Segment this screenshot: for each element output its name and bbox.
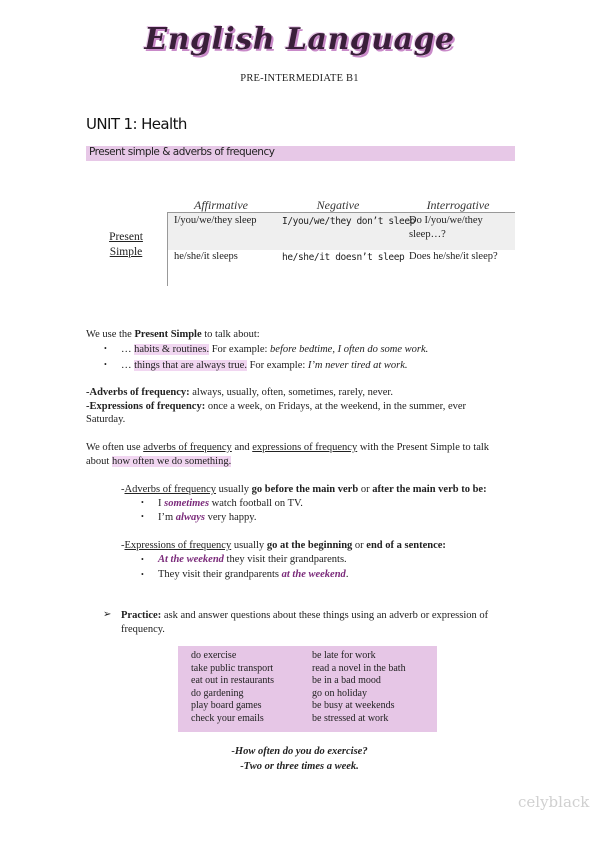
row-label-present-simple (100, 230, 152, 260)
rule-1-example-2 (158, 511, 256, 525)
rule-2-example-1 (158, 553, 347, 567)
r1e1b: sometimes (164, 498, 210, 509)
cell-aff-1: I/you/we/they sleep (174, 215, 257, 226)
rule-2-b1: go at the beginning (266, 540, 353, 551)
r1e2b: always (175, 512, 205, 523)
list-item: do exercise (191, 650, 237, 661)
header-negative: Negative (316, 198, 360, 212)
practice-text: ask and answer questions about these things using an adverb or expression of (161, 610, 489, 621)
arrow-bullet-icon: ➢ (103, 609, 112, 620)
r2e2a: They visit their grandparents (158, 569, 282, 580)
cell-neg-1: I/you/we/they don’t sleep (282, 216, 415, 227)
list-item: read a novel in the bath (312, 662, 406, 674)
rule-2-example-2 (158, 568, 348, 582)
rule-1 (121, 483, 487, 497)
document-title: English Language (144, 22, 455, 57)
rule-1-term: Adverbs of frequency (124, 484, 217, 495)
cell-aff-2: he/she/it sleeps (174, 251, 238, 262)
rule-1-b2: after the main verb to be: (372, 484, 487, 495)
list-item: take public transport (191, 662, 274, 674)
section-bar (86, 146, 515, 161)
r2e2c: . (345, 569, 349, 580)
uses-item-1-mid: For example: (209, 344, 271, 355)
list-item: be stressed at work (312, 712, 389, 724)
list-item: check your emails (191, 712, 264, 724)
rule-2-b2: end of a sentence: (366, 540, 446, 551)
r2e2b: at the weekend (281, 569, 346, 580)
uses-item-1-highlight: habits & routines. (134, 344, 210, 355)
list-item: eat out in restaurants (191, 675, 275, 687)
often-c: and (231, 442, 253, 453)
cell-int-2: Does he/she/it sleep? (409, 251, 498, 262)
uses-intro-c: to talk about: (201, 329, 260, 340)
r2e1a: At the weekend (158, 554, 224, 565)
expressions-line (86, 400, 466, 414)
bullet: • (141, 498, 144, 507)
often-para-line-2 (86, 455, 231, 469)
often-f: about (86, 456, 112, 467)
rule-2-term: Expressions of frequency (124, 540, 232, 551)
uses-item-2 (121, 359, 408, 373)
watermark: celyblack (518, 793, 590, 811)
practice-line-2: frequency. (121, 624, 165, 635)
list-item: be in a bad mood (312, 675, 381, 687)
r2e1b: they visit their grandparents. (223, 554, 347, 565)
rule-2-or: or (352, 540, 367, 551)
example-question: -How often do you do exercise? (231, 746, 368, 757)
practice-right-list (312, 650, 406, 726)
practice-line-1 (121, 609, 488, 623)
uses-item-1 (121, 343, 428, 357)
bullet: • (104, 360, 107, 369)
bullet: • (141, 570, 144, 579)
adverbs-text: always, usually, often, sometimes, rarely, never. (189, 387, 393, 398)
rule-2-dash: - (121, 540, 125, 551)
row-label-line-1: Present (109, 231, 143, 243)
bullet: • (141, 512, 144, 521)
rule-1-b1: go before the main verb (251, 484, 359, 495)
r1e1a: I (158, 498, 165, 509)
rule-2-t: usually (231, 540, 267, 551)
r1e2c: very happy. (204, 512, 257, 523)
level-subtitle: PRE-INTERMEDIATE B1 (240, 73, 359, 84)
r1e1c: watch football on TV. (209, 498, 303, 509)
list-item: do gardening (191, 687, 244, 699)
list-item: play board games (191, 700, 262, 712)
rule-1-dash: - (121, 484, 125, 495)
practice-label: Practice: (121, 610, 162, 621)
practice-left-list (191, 650, 274, 726)
uses-item-2-mid: For example: (246, 360, 308, 371)
often-para-line-1 (86, 441, 489, 455)
uses-item-2-example: I’m never tired at work. (307, 360, 408, 371)
often-a: We often use (86, 442, 144, 453)
list-item: go on holiday (312, 687, 367, 699)
often-d: expressions of frequency (252, 442, 358, 453)
rule-1-example-1 (158, 497, 303, 511)
unit-heading: UNIT 1: Health (86, 115, 187, 133)
example-answer: -Two or three times a week. (240, 761, 359, 772)
uses-item-1-pre: … (121, 344, 135, 355)
expressions-line-2: Saturday. (86, 414, 126, 425)
cell-int-1-line-2: sleep…? (409, 229, 446, 240)
r1e2a: I’m (158, 512, 176, 523)
bullet: • (141, 555, 144, 564)
uses-item-2-pre: … (121, 360, 135, 371)
cell-int-1-line-1: Do I/you/we/they (409, 215, 483, 226)
often-g: how often we do something. (111, 456, 232, 467)
uses-item-2-highlight: things that are always true. (134, 360, 247, 371)
uses-intro-a: We use the (86, 329, 135, 340)
table-left-border (167, 212, 168, 286)
header-affirmative: Affirmative (194, 198, 248, 212)
cell-int-1 (409, 214, 483, 242)
rule-1-or: or (358, 484, 373, 495)
bullet: • (104, 344, 107, 353)
often-e: with the Present Simple to talk (357, 442, 490, 453)
list-item: be late for work (312, 650, 376, 661)
adverbs-label: -Adverbs of frequency: (86, 387, 190, 398)
expressions-label: -Expressions of frequency: (86, 401, 206, 412)
rule-2 (121, 539, 446, 553)
uses-intro (86, 328, 260, 342)
often-b: adverbs of frequency (143, 442, 232, 453)
rule-1-t: usually (216, 484, 252, 495)
uses-intro-b: Present Simple (134, 329, 202, 340)
row-label-line-2: Simple (109, 246, 143, 258)
expressions-text: once a week, on Fridays, at the weekend, in the summer, ever (205, 401, 467, 412)
cell-neg-2: he/she/it doesn’t sleep (282, 252, 405, 263)
list-item: be busy at weekends (312, 700, 395, 712)
section-title: Present simple & adverbs of frequency (89, 146, 275, 158)
practice-box (178, 646, 437, 732)
header-interrogative: Interrogative (426, 198, 490, 212)
adverbs-line (86, 386, 393, 400)
uses-item-1-example: before bedtime, I often do some work. (270, 344, 429, 355)
